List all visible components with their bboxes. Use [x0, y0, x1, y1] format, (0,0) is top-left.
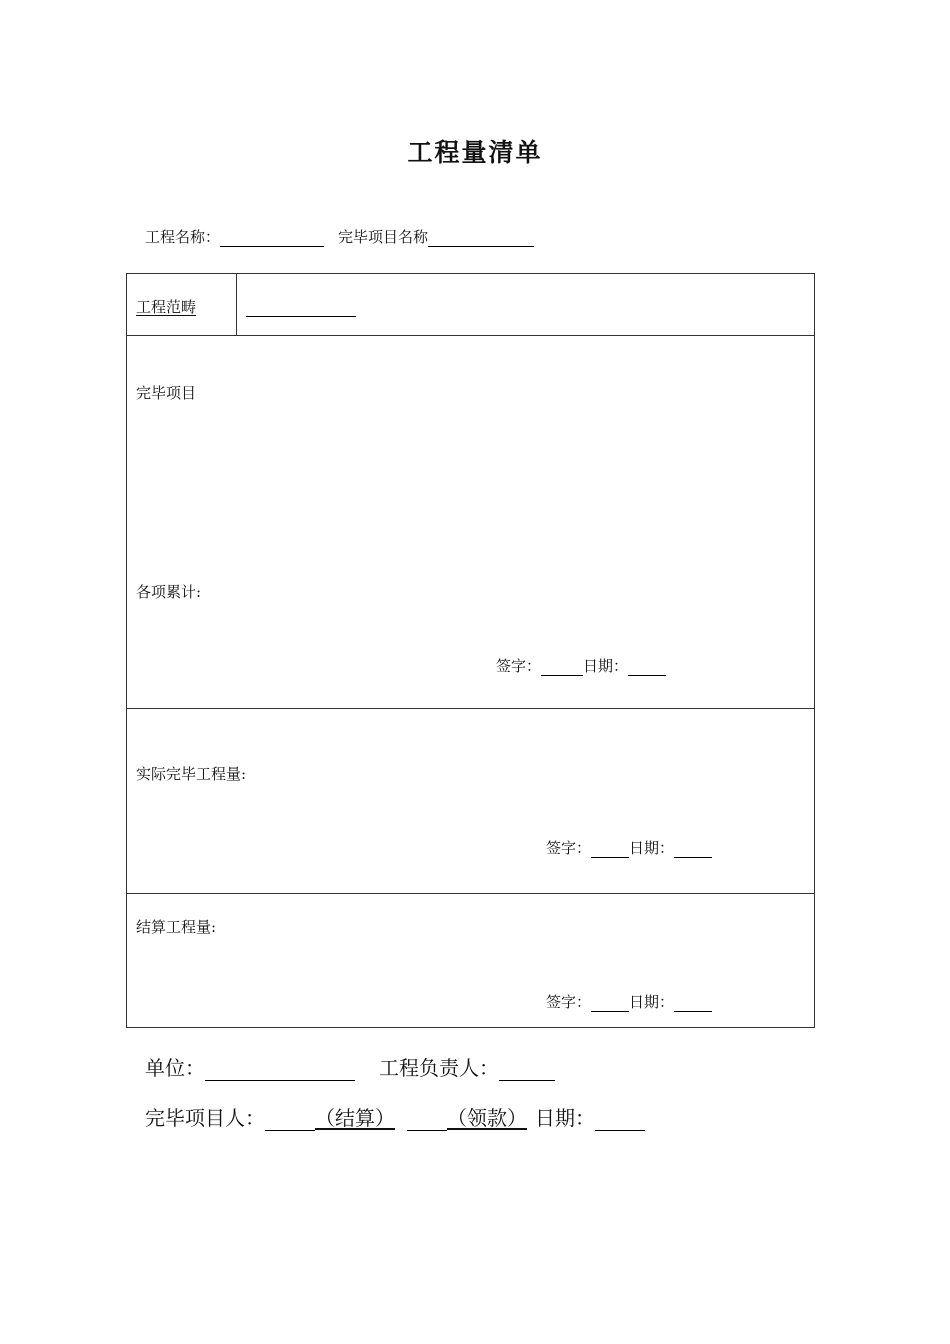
total-label: 各项累计:: [136, 583, 202, 601]
date-blank[interactable]: [674, 841, 712, 858]
page-title: 工程量清单: [407, 138, 543, 167]
date-label: 日期：: [583, 657, 629, 675]
manager-label: 工程负责人：: [379, 1056, 499, 1080]
settle-text: （结算）: [315, 1106, 395, 1130]
footer-unit-row: [145, 1052, 555, 1081]
actual-signature: [546, 837, 712, 858]
item-name-blank[interactable]: [428, 230, 534, 247]
settle-signature: [546, 991, 712, 1012]
project-name-label: 工程名称：: [145, 228, 221, 246]
actual-section: [127, 708, 814, 893]
payment-blank[interactable]: [407, 1110, 447, 1131]
date-blank[interactable]: [628, 659, 666, 676]
footer-date-label: 日期：: [535, 1106, 595, 1130]
sign-blank[interactable]: [591, 841, 629, 858]
person-label: 完毕项目人：: [145, 1106, 265, 1130]
footer-date-blank[interactable]: [595, 1110, 645, 1131]
quantity-form: [126, 273, 815, 1028]
date-label: 日期：: [629, 839, 675, 857]
sign-label: 签字：: [546, 993, 592, 1011]
header-row: [145, 226, 534, 247]
date-label: 日期：: [629, 993, 675, 1011]
sign-label: 签字：: [546, 839, 592, 857]
settle-section: [127, 893, 814, 1029]
settle-label: 结算工程量:: [136, 918, 217, 936]
project-name-blank[interactable]: [220, 230, 324, 247]
scope-label-cell: [127, 274, 237, 335]
unit-label: 单位：: [145, 1056, 205, 1080]
items-signature: [496, 655, 666, 676]
date-blank[interactable]: [674, 995, 712, 1012]
scope-row: [127, 274, 814, 335]
sign-blank[interactable]: [541, 659, 583, 676]
items-section: [127, 335, 814, 708]
item-name-label: 完毕项目名称: [338, 228, 429, 246]
manager-blank[interactable]: [499, 1060, 555, 1081]
scope-label: 工程范畴: [136, 298, 197, 316]
unit-blank[interactable]: [205, 1060, 355, 1081]
footer-person-row: [145, 1102, 645, 1131]
sign-blank[interactable]: [591, 995, 629, 1012]
payment-text: （领款）: [447, 1106, 527, 1130]
items-label: 完毕项目: [136, 384, 197, 402]
sign-label: 签字：: [496, 657, 542, 675]
person-blank[interactable]: [265, 1110, 315, 1131]
scope-blank[interactable]: [246, 300, 356, 317]
actual-label: 实际完毕工程量:: [136, 765, 247, 783]
